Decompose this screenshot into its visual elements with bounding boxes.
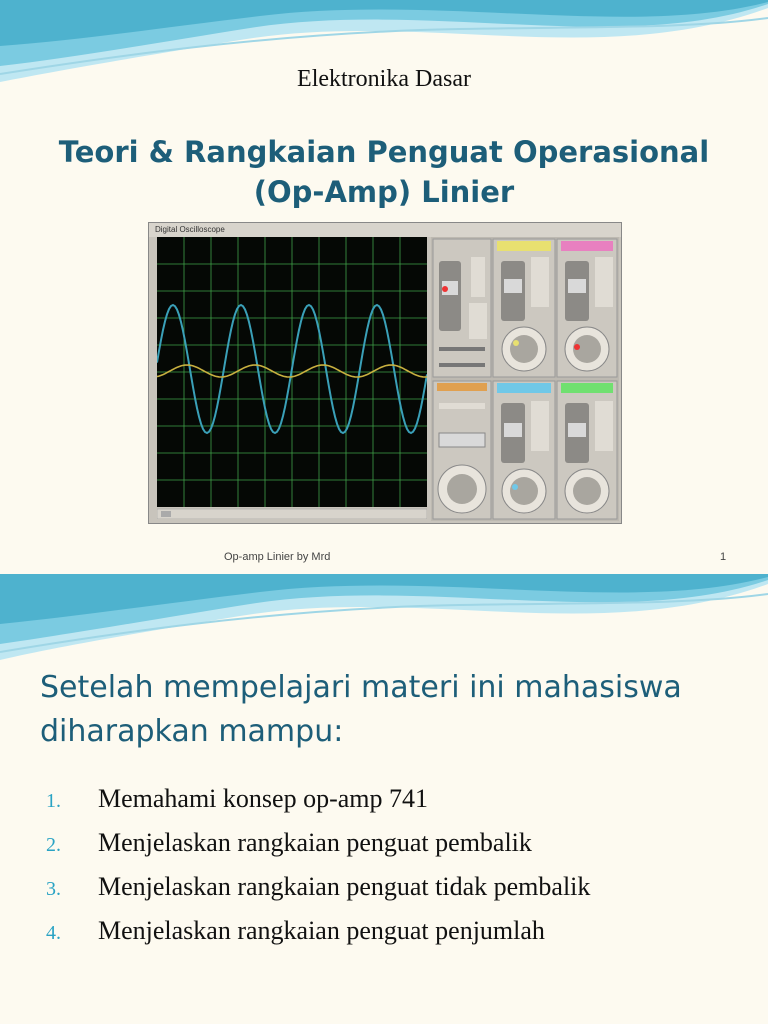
slide-title-line-2: (Op-Amp) Linier (253, 175, 515, 209)
panel-trigger-section (433, 239, 491, 377)
header-wave-decoration (0, 574, 768, 666)
list-item-number: 2. (46, 834, 61, 856)
list-item-text: Memahami konsep op-amp 741 (98, 784, 428, 813)
slide-title-line-1: Teori & Rangkaian Penguat Operasional (58, 135, 710, 169)
oscilloscope-screen (157, 237, 427, 519)
list-item-text: Menjelaskan rangkaian penguat penjumlah (98, 916, 545, 945)
oscilloscope-window-title: Digital Oscilloscope (149, 223, 621, 237)
list-item-text: Menjelaskan rangkaian penguat pembalik (98, 828, 532, 857)
slide-2 (0, 574, 768, 1024)
slide-footer: Op-amp Linier by Mrd (224, 551, 331, 563)
list-item-number: 3. (46, 878, 61, 900)
panel-channel-d (557, 381, 617, 519)
panel-channel-a (493, 239, 555, 377)
panel-channel-c (557, 239, 617, 377)
objectives-heading: Setelah mempelajari materi ini mahasiswa diharapkan mampu: (40, 670, 682, 749)
list-item-text: Menjelaskan rangkaian penguat tidak pembalik (98, 872, 591, 901)
list-item-number: 4. (46, 922, 61, 944)
panel-channel-b (493, 381, 555, 519)
panel-timebase-section (433, 381, 491, 519)
list-item-number: 1. (46, 790, 61, 812)
oscilloscope-control-panel (431, 237, 619, 521)
slide-title (40, 132, 728, 212)
slide-number: 1 (720, 551, 727, 563)
oscilloscope-image (148, 222, 622, 524)
course-subtitle: Elektronika Dasar (297, 66, 471, 92)
